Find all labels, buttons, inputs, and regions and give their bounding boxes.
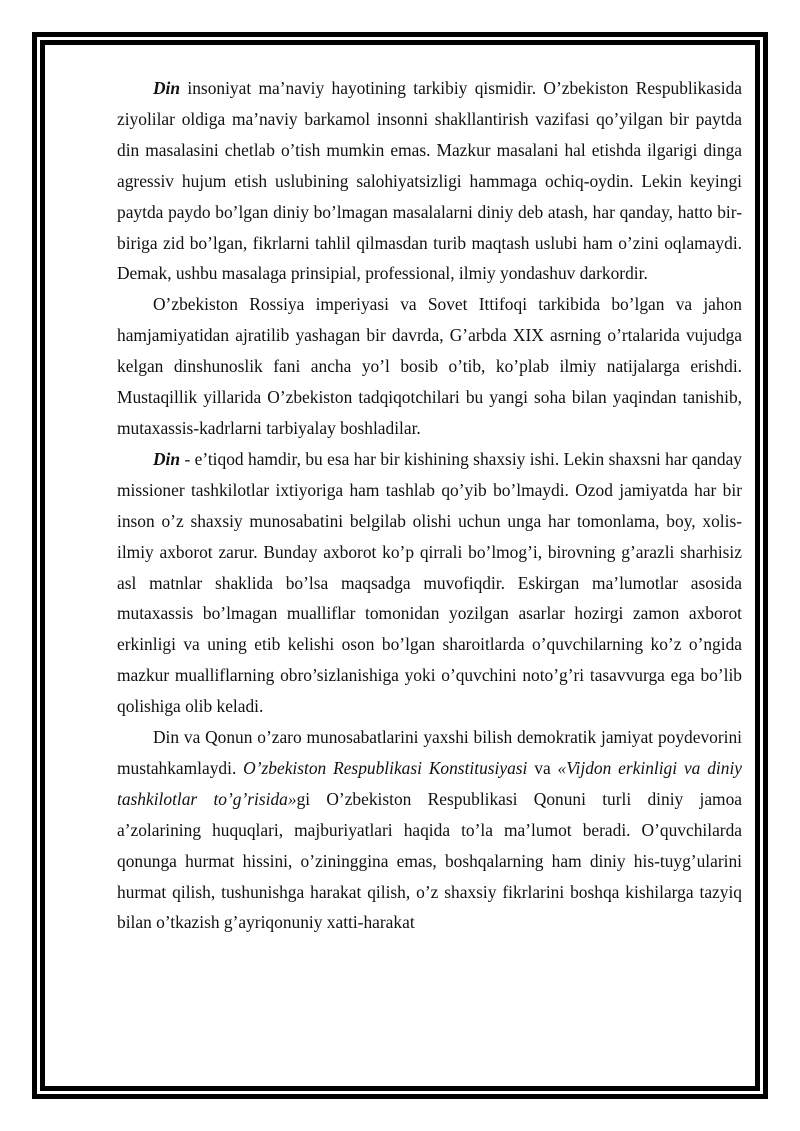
document-body xyxy=(117,73,742,938)
term-din: Din xyxy=(153,78,181,98)
paragraph-4-text-c: gi O’zbekiston Respublikasi Qonuni turli diniy jamoa a’zolarining huquqlari, majburiyatlari haqida to’la ma’lumot beradi. O’quvchilarda qonunga hurmat hissini, o’ziningginа emas, boshqalarning ham diniy his-tuyg’ularini hurmat qilish, tushunishga harakat qilish, o’z shaxsiy fikrlarini boshqa kishilarga tazyiq bilan o’tkazish g’ayriqonuniy xatti-harakat xyxy=(117,788,742,933)
paragraph-4 xyxy=(117,722,742,938)
term-din: Din xyxy=(153,448,181,469)
paragraph-4-text-b: va xyxy=(527,757,558,778)
paragraph-4-text-a: Din va Qonun o’zaro munosabatlarini yaxshi bilish demokratik jamiyat poydevorini mustahkamlaydi. xyxy=(117,727,742,778)
constitution-reference: O’zbekiston Respublikasi Konstitusiyasi xyxy=(243,757,528,778)
paragraph-1 xyxy=(117,73,742,289)
paragraph-3 xyxy=(117,444,742,722)
paragraph-2-text: O’zbekiston Rossiya imperiyasi va Sovet Ittifoqi tarkibida bo’lgan va jahon hamjamiyatidan ajratilib yashagan bir davrda, G’arbda XIX asrning o’rtalarida vujudga kelgan dinshunoslik fani ancha yo’l bosib o’tib, ko’plab ilmiy natijalarga erishdi. Mustaqillik yillarida O’zbekiston tadqiqotchilari bu yangi soha bilan yaqindan tanishib, mutaxassis-kadrlarni tarbiyalay boshladilar. xyxy=(117,294,742,438)
paragraph-3-text: - e’tiqod hamdir, bu esa har bir kishining shaxsiy ishi. Lekin shaxsni har qanday missioner tashkilotlar ixtiyoriga ham tashlab qo’yib bo’lmaydi. Ozod jamiyatda har bir inson o’z shaxsiy munosabatini belgilab olishi uchun unga har tomonlama, boy, xolis-ilmiy axborot zarur. Bunday axborot ko’p qirrali bo’lmog’i, birovning g’arazli sharhisiz asl matnlar shaklida bo’lsa maqsadga muvofiqdir. Eskirgan ma’lumotlar asosida mutaxassis bo’lmagan mualliflar tomonidan yozilgan asarlar hozirgi zamon axborot erkinligi va uning etib kelishi oson bo’lgan sharoitlarda o’quvchilarning ko’z o’ngida mazkur mualliflarning obro’sizlanishiga yoki o’quvchini noto’g’ri tasavvurga ega bo’lib qolishiga olib keladi. xyxy=(117,448,742,717)
law-title-reference: «Vijdon erkinligi va diniy tashkilotlar to’g’risida» xyxy=(117,757,742,809)
paragraph-2 xyxy=(117,289,742,444)
paragraph-1-text: insoniyat ma’naviy hayotining tarkibiy qismidir. O’zbekiston Respublikasida ziyolilar oldiga ma’naviy barkamol insonni shakllantirish vazifasi qo’yilgan bir paytda din masalasini chetlab o’tish mumkin emas. Mazkur masalani hal etishda ilgarigi dinga agressiv hujum etish uslubining salohiyatsizligi hammaga ochiq-oydin. Lekin keyingi paytda paydo bo’lgan diniy bo’lmagan masalalarni diniy deb atash, har qanday, hatto bir-biriga zid bo’lgan, fikrlarni tahlil qilmasdan turib maqtash uslubi ham o’zini oqlamaydi. Demak, ushbu masalaga prinsipial, professional, ilmiy yondashuv darkordir. xyxy=(117,78,742,284)
